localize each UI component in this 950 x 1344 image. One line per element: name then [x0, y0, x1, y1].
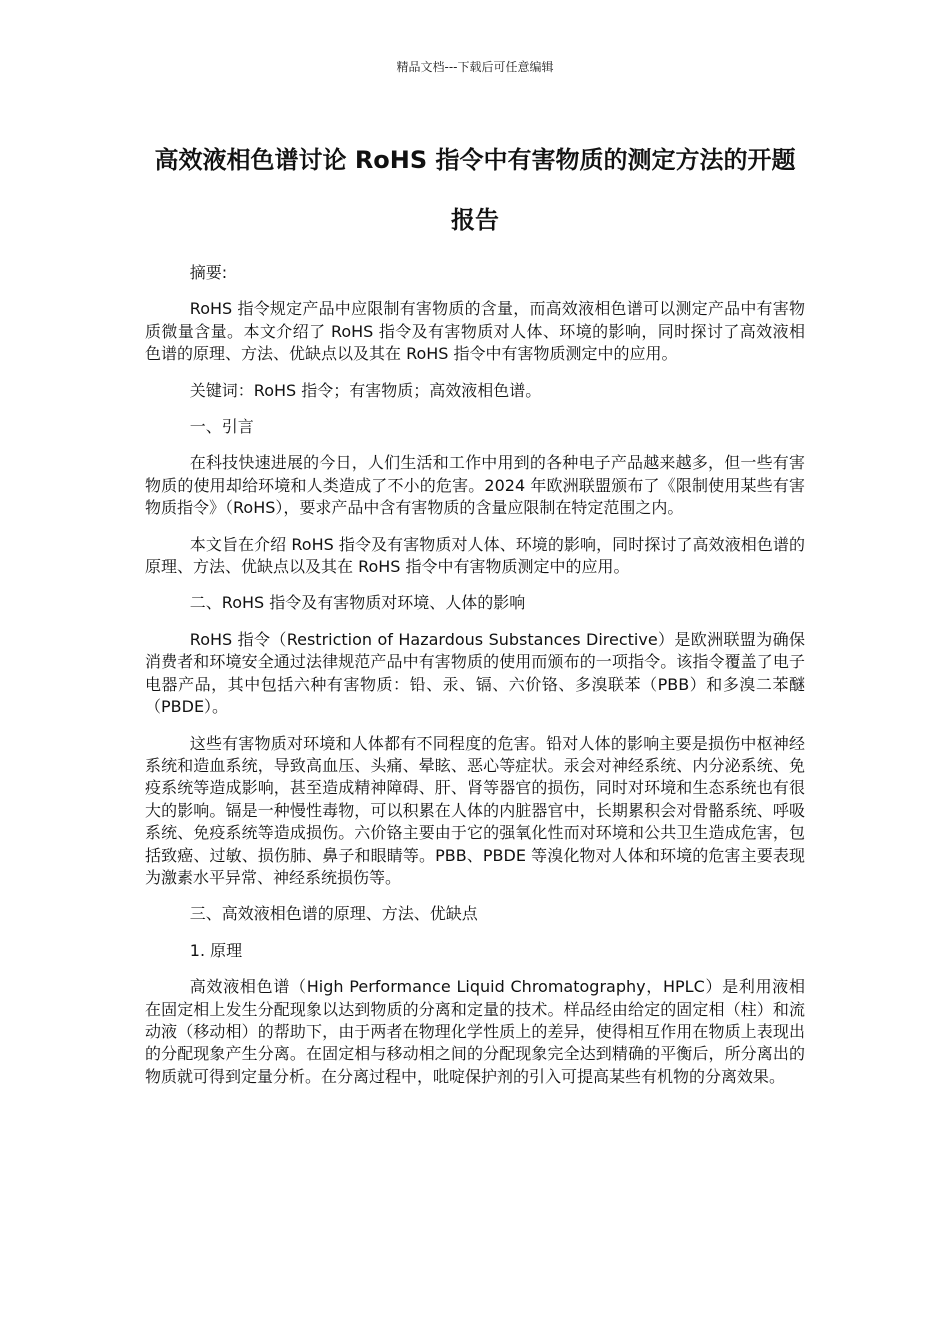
document-title: 高效液相色谱讨论 RoHS 指令中有害物质的测定方法的开题报告 — [154, 146, 796, 234]
rohs-paragraph-1: RoHS 指令（Restriction of Hazardous Substances Directive）是欧洲联盟为确保消费者和环境安全通过法律规范产品中有害物质的使用而颁布的一项指令。该指令覆盖了电子电器产品，其中包括六种有害物质：铅、汞、镉、六价铬、多溴联苯（PBB）和多溴二苯醚（PBDE）。 — [145, 629, 805, 717]
section-heading-introduction: 一、引言 — [189, 417, 254, 437]
keywords-paragraph: 关键词：RoHS 指令；有害物质；高效液相色谱。 — [189, 380, 542, 400]
abstract-label: 摘要: — [189, 263, 228, 282]
rohs-paragraph-2: 这些有害物质对环境和人体都有不同程度的危害。铅对人体的影响主要是损伤中枢神经系统和造血系统，导致高血压、头痛、晕眩、恶心等症状。汞会对神经系统、内分泌系统、免疫系统等造成影响，甚至造成精神障碍、肝、肾等器官的损伤，同时对环境和生态系统也有很大的影响。镉是一种慢性毒物，可以积累在人体的内脏器官中，长期累积会对骨骼系统、呼吸系统、免疫系统等造成损伤。六价铬主要由于它的强氧化性而对环境和公共卫生造成危害，包括致癌、过敏、损伤肺、鼻子和眼睛等。PBB、PBDE 等溴化物对人体和环境的危害主要表现为激素水平异常、神经系统损伤等。 — [145, 733, 805, 887]
section-heading-rohs: 二、RoHS 指令及有害物质对环境、人体的影响 — [189, 593, 526, 613]
hplc-principle-paragraph: 高效液相色谱（High Performance Liquid Chromatography，HPLC）是利用液相在固定相上发生分配现象以达到物质的分离和定量的技术。样品经由给定的固定相（柱）和流动液（移动相）的帮助下，由于两者在物理化学性质上的差异，使得相互作用在物质上表现出的分配现象产生分离。在固定相与移动相之间的分配现象完全达到精确的平衡后，所分离出的物质就可得到定量分析。在分离过程中，吡啶保护剂的引入可提高某些有机物的分离效果。 — [145, 977, 805, 1086]
page-header: 精品文档---下载后可任意编辑 — [396, 60, 554, 74]
abstract-paragraph: RoHS 指令规定产品中应限制有害物质的含量，而高效液相色谱可以测定产品中有害物质微量含量。本文介绍了 RoHS 指令及有害物质对人体、环境的影响，同时探讨了高效液相色谱的原理、方法、优缺点以及其在 RoHS 指令中有害物质测定中的应用。 — [145, 299, 805, 364]
document-body — [145, 262, 805, 1102]
section-heading-hplc: 三、高效液相色谱的原理、方法、优缺点 — [189, 904, 478, 924]
subsection-heading-principle: 1. 原理 — [189, 940, 243, 960]
introduction-paragraph-2: 本文旨在介绍 RoHS 指令及有害物质对人体、环境的影响，同时探讨了高效液相色谱的原理、方法、优缺点以及其在 RoHS 指令中有害物质测定中的应用。 — [145, 534, 805, 577]
introduction-paragraph-1: 在科技快速进展的今日，人们生活和工作中用到的各种电子产品越来越多，但一些有害物质的使用却给环境和人类造成了不小的危害。2024 年欧洲联盟颁布了《限制使用某些有害物质指令》（RoHS），要求产品中含有害物质的含量应限制在特定范围之内。 — [145, 453, 805, 518]
